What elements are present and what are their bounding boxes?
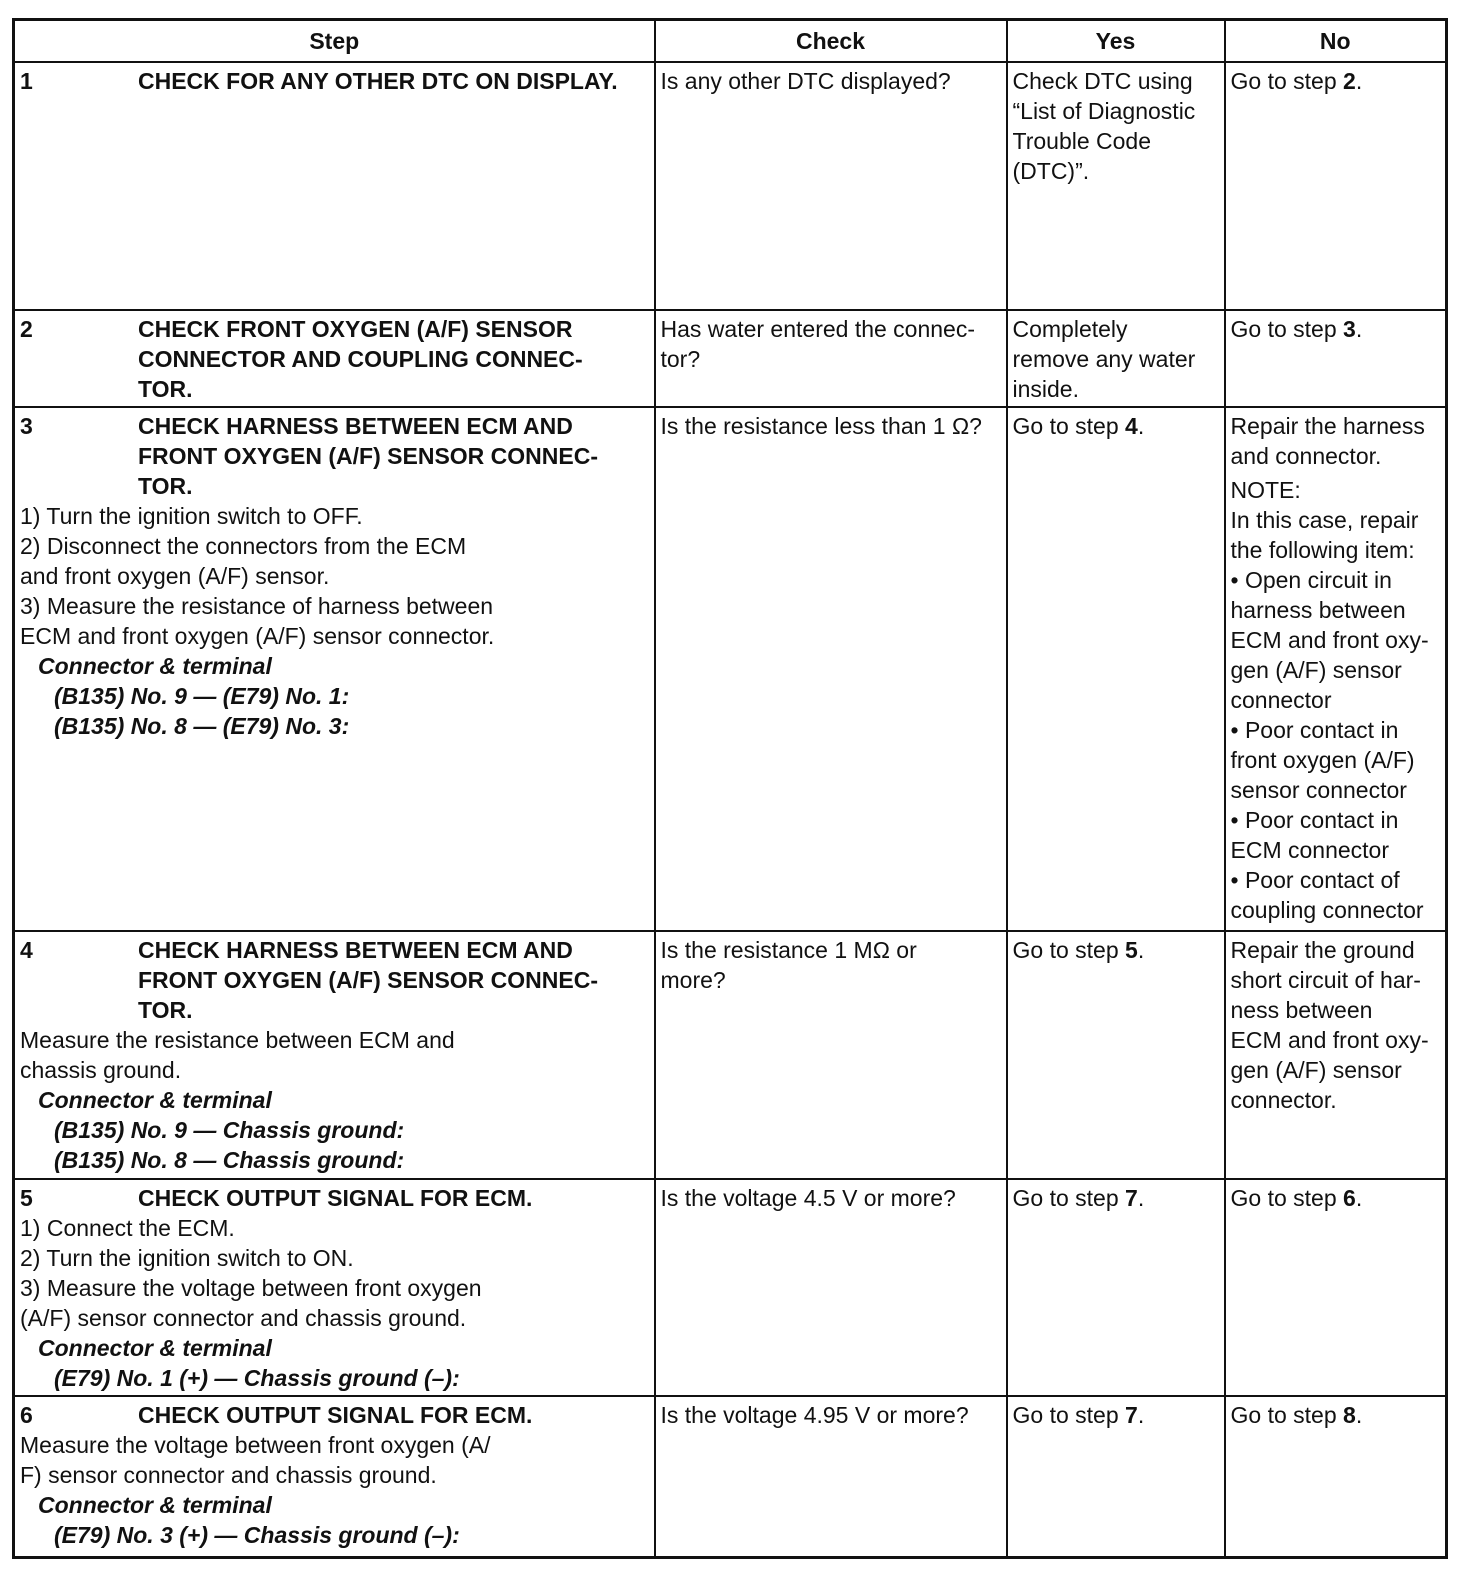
note-bullet: sensor connector xyxy=(1230,777,1407,803)
yes-cell xyxy=(1007,1179,1225,1396)
connector-heading: Connector & terminal xyxy=(38,653,272,679)
yes-text-suffix: . xyxy=(1137,1402,1145,1428)
check-text: Is any other DTC displayed? xyxy=(660,68,951,94)
no-text: Repair the ground xyxy=(1230,937,1415,963)
step-instruction: ECM and front oxygen (A/F) sensor connector. xyxy=(20,623,495,649)
yes-cell xyxy=(1007,931,1225,1179)
no-text: gen (A/F) sensor xyxy=(1230,1057,1402,1083)
check-text: Is the voltage 4.5 V or more? xyxy=(660,1185,956,1211)
step-instruction: 2) Disconnect the connectors from the ECM xyxy=(20,533,467,559)
step-title: CHECK OUTPUT SIGNAL FOR ECM. xyxy=(138,1185,533,1211)
step-cell xyxy=(14,62,655,310)
header-yes: Yes xyxy=(1007,20,1225,63)
yes-step-ref: 7 xyxy=(1125,1402,1138,1428)
connector-terminal: (B135) No. 9 — (E79) No. 1: xyxy=(54,683,350,709)
step-title: FRONT OXYGEN (A/F) SENSOR CONNEC- xyxy=(138,443,599,469)
connector-heading: Connector & terminal xyxy=(38,1335,272,1361)
connector-terminal: (B135) No. 8 — Chassis ground: xyxy=(54,1147,405,1173)
step-title: CHECK FRONT OXYGEN (A/F) SENSOR xyxy=(138,316,573,342)
no-text-suffix: . xyxy=(1355,1402,1363,1428)
no-text: Go to step xyxy=(1230,316,1344,342)
check-text: tor? xyxy=(660,346,701,372)
no-text: Go to step xyxy=(1230,1402,1344,1428)
no-text-suffix: . xyxy=(1355,68,1363,94)
step-title: CHECK HARNESS BETWEEN ECM AND xyxy=(138,937,573,963)
step-cell xyxy=(14,407,655,931)
note-bullet: • Poor contact of xyxy=(1230,867,1400,893)
yes-step-ref: 7 xyxy=(1125,1185,1138,1211)
check-cell xyxy=(655,1396,1007,1557)
table-row-step-2 xyxy=(14,310,1447,407)
step-instruction: and front oxygen (A/F) sensor. xyxy=(20,563,330,589)
yes-text: Go to step xyxy=(1012,1402,1126,1428)
check-text: Is the voltage 4.95 V or more? xyxy=(660,1402,969,1428)
diagnostic-table xyxy=(12,18,1448,1559)
no-text-suffix: . xyxy=(1355,1185,1363,1211)
step-title: TOR. xyxy=(138,473,193,499)
no-step-ref: 3 xyxy=(1343,316,1356,342)
check-cell xyxy=(655,407,1007,931)
no-text: connector. xyxy=(1230,1087,1337,1113)
note-bullet: connector xyxy=(1230,687,1332,713)
header-check: Check xyxy=(655,20,1007,63)
no-text: ness between xyxy=(1230,997,1373,1023)
step-instruction: Measure the resistance between ECM and xyxy=(20,1027,455,1053)
step-number: 3 xyxy=(20,413,33,439)
connector-heading: Connector & terminal xyxy=(38,1492,272,1518)
connector-terminal: (B135) No. 8 — (E79) No. 3: xyxy=(54,713,350,739)
no-cell xyxy=(1225,310,1447,407)
yes-text: Check DTC using xyxy=(1012,68,1193,94)
yes-text: Go to step xyxy=(1012,1185,1126,1211)
step-number: 5 xyxy=(20,1185,33,1211)
step-number: 1 xyxy=(20,68,33,94)
note-text: In this case, repair xyxy=(1230,507,1419,533)
note-text: the following item: xyxy=(1230,537,1415,563)
step-instruction: F) sensor connector and chassis ground. xyxy=(20,1462,437,1488)
step-number: 2 xyxy=(20,316,33,342)
yes-text-suffix: . xyxy=(1137,413,1145,439)
yes-cell xyxy=(1007,62,1225,310)
table-row-step-1 xyxy=(14,62,1447,310)
step-instruction: (A/F) sensor connector and chassis ground. xyxy=(20,1305,467,1331)
header-row xyxy=(14,20,1447,63)
yes-text-suffix: . xyxy=(1137,937,1145,963)
note-bullet: ECM connector xyxy=(1230,837,1390,863)
connector-terminal: (E79) No. 1 (+) — Chassis ground (–): xyxy=(54,1365,460,1391)
check-cell xyxy=(655,62,1007,310)
check-text: Is the resistance less than 1 Ω? xyxy=(660,413,982,439)
yes-cell xyxy=(1007,310,1225,407)
no-step-ref: 6 xyxy=(1343,1185,1356,1211)
note-bullet: gen (A/F) sensor xyxy=(1230,657,1402,683)
no-text: Go to step xyxy=(1230,68,1344,94)
step-cell xyxy=(14,1179,655,1396)
table-row-step-5 xyxy=(14,1179,1447,1396)
no-cell xyxy=(1225,62,1447,310)
note-bullet: ECM and front oxy- xyxy=(1230,627,1429,653)
step-cell xyxy=(14,931,655,1179)
check-text: more? xyxy=(660,967,726,993)
step-instruction: Measure the voltage between front oxygen (A/ xyxy=(20,1432,491,1458)
step-instruction: 3) Measure the voltage between front oxygen xyxy=(20,1275,482,1301)
step-instruction: 3) Measure the resistance of harness between xyxy=(20,593,494,619)
no-text: ECM and front oxy- xyxy=(1230,1027,1429,1053)
check-cell xyxy=(655,931,1007,1179)
yes-text: inside. xyxy=(1012,376,1079,402)
step-instruction: chassis ground. xyxy=(20,1057,182,1083)
yes-cell xyxy=(1007,1396,1225,1557)
connector-heading: Connector & terminal xyxy=(38,1087,272,1113)
check-text: Is the resistance 1 MΩ or xyxy=(660,937,917,963)
step-title: CONNECTOR AND COUPLING CONNEC- xyxy=(138,346,583,372)
step-title: CHECK FOR ANY OTHER DTC ON DISPLAY. xyxy=(138,68,618,94)
step-title: CHECK HARNESS BETWEEN ECM AND xyxy=(138,413,573,439)
note-bullet: • Open circuit in xyxy=(1230,567,1392,593)
connector-terminal: (E79) No. 3 (+) — Chassis ground (–): xyxy=(54,1522,460,1548)
step-title: CHECK OUTPUT SIGNAL FOR ECM. xyxy=(138,1402,533,1428)
step-number: 4 xyxy=(20,937,33,963)
yes-text: “List of Diagnostic xyxy=(1012,98,1196,124)
yes-text: (DTC)”. xyxy=(1012,158,1090,184)
note-bullet: • Poor contact in xyxy=(1230,717,1399,743)
table-row-step-6 xyxy=(14,1396,1447,1557)
no-step-ref: 2 xyxy=(1343,68,1356,94)
no-text: and connector. xyxy=(1230,443,1382,469)
table-row-step-3 xyxy=(14,407,1447,931)
yes-text: Go to step xyxy=(1012,937,1126,963)
yes-text: Completely xyxy=(1012,316,1128,342)
table-row-step-4 xyxy=(14,931,1447,1179)
step-number: 6 xyxy=(20,1402,33,1428)
no-text: short circuit of har- xyxy=(1230,967,1421,993)
check-text: Has water entered the connec- xyxy=(660,316,976,342)
note-label: NOTE: xyxy=(1230,477,1301,503)
no-cell xyxy=(1225,407,1447,931)
step-cell xyxy=(14,1396,655,1557)
yes-text: Go to step xyxy=(1012,413,1126,439)
step-instruction: 1) Connect the ECM. xyxy=(20,1215,235,1241)
no-step-ref: 8 xyxy=(1343,1402,1356,1428)
no-text: Go to step xyxy=(1230,1185,1344,1211)
step-instruction: 1) Turn the ignition switch to OFF. xyxy=(20,503,363,529)
no-cell xyxy=(1225,1179,1447,1396)
yes-text-suffix: . xyxy=(1137,1185,1145,1211)
step-instruction: 2) Turn the ignition switch to ON. xyxy=(20,1245,354,1271)
yes-text: Trouble Code xyxy=(1012,128,1152,154)
no-cell xyxy=(1225,1396,1447,1557)
yes-step-ref: 5 xyxy=(1125,937,1138,963)
no-text-suffix: . xyxy=(1355,316,1363,342)
no-cell xyxy=(1225,931,1447,1179)
yes-text: remove any water xyxy=(1012,346,1196,372)
header-step: Step xyxy=(14,20,655,63)
header-no: No xyxy=(1225,20,1447,63)
step-title: TOR. xyxy=(138,376,193,402)
step-cell xyxy=(14,310,655,407)
check-cell xyxy=(655,1179,1007,1396)
no-text: Repair the harness xyxy=(1230,413,1425,439)
yes-cell xyxy=(1007,407,1225,931)
step-title: TOR. xyxy=(138,997,193,1023)
yes-step-ref: 4 xyxy=(1125,413,1138,439)
note-bullet: • Poor contact in xyxy=(1230,807,1399,833)
step-title: FRONT OXYGEN (A/F) SENSOR CONNEC- xyxy=(138,967,599,993)
check-cell xyxy=(655,310,1007,407)
note-bullet: front oxygen (A/F) xyxy=(1230,747,1415,773)
connector-terminal: (B135) No. 9 — Chassis ground: xyxy=(54,1117,405,1143)
note-bullet: coupling connector xyxy=(1230,897,1424,923)
note-bullet: harness between xyxy=(1230,597,1406,623)
